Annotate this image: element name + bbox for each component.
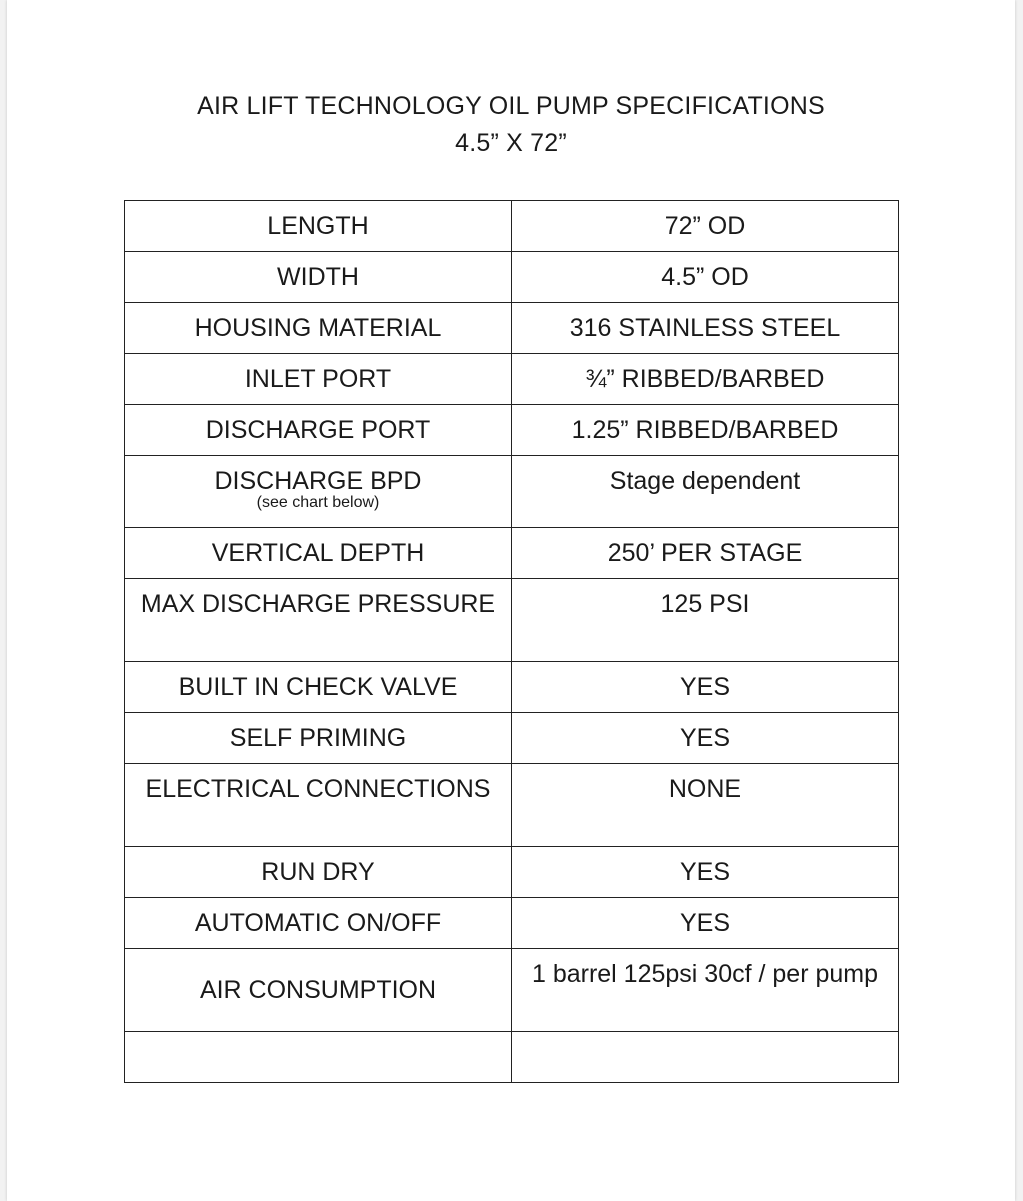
table-row	[125, 579, 899, 662]
table-row	[125, 354, 899, 405]
spec-value: 1.25” RIBBED/BARBED	[512, 405, 899, 456]
spec-label: AUTOMATIC ON/OFF	[125, 898, 512, 949]
spec-label: BUILT IN CHECK VALVE	[125, 662, 512, 713]
spec-value: 316 STAINLESS STEEL	[512, 303, 899, 354]
spec-label: INLET PORT	[125, 354, 512, 405]
spec-note: (see chart below)	[256, 494, 380, 511]
spec-label: ELECTRICAL CONNECTIONS	[125, 764, 512, 847]
title-line-size: 4.5” X 72”	[455, 129, 567, 157]
spec-value	[512, 1032, 899, 1083]
table-row	[125, 662, 899, 713]
spec-label: WIDTH	[125, 252, 512, 303]
table-row	[125, 847, 899, 898]
spec-label: RUN DRY	[125, 847, 512, 898]
spec-label-cell	[125, 456, 512, 528]
spec-value: 72” OD	[512, 201, 899, 252]
table-row	[125, 949, 899, 1032]
spec-value: 125 PSI	[512, 579, 899, 662]
spec-label: LENGTH	[125, 201, 512, 252]
spec-value: YES	[512, 847, 899, 898]
spec-label: DISCHARGE PORT	[125, 405, 512, 456]
spec-value: Stage dependent	[512, 456, 899, 528]
spec-label: AIR CONSUMPTION	[125, 949, 512, 1032]
spec-value: YES	[512, 898, 899, 949]
table-row	[125, 252, 899, 303]
spec-label	[125, 1032, 512, 1083]
document-title	[7, 88, 1015, 162]
table-row	[125, 303, 899, 354]
table-row	[125, 528, 899, 579]
table-row	[125, 405, 899, 456]
table-row-empty	[125, 1032, 899, 1083]
table-row	[125, 713, 899, 764]
table-row	[125, 898, 899, 949]
table-row	[125, 201, 899, 252]
spec-value: YES	[512, 662, 899, 713]
spec-value: ¾” RIBBED/BARBED	[512, 354, 899, 405]
table-row	[125, 456, 899, 528]
specifications-table	[124, 200, 899, 1083]
spec-label: DISCHARGE BPD	[214, 467, 422, 495]
spec-value: NONE	[512, 764, 899, 847]
spec-label: SELF PRIMING	[125, 713, 512, 764]
spec-label: HOUSING MATERIAL	[125, 303, 512, 354]
document-page	[7, 0, 1015, 1201]
spec-label: VERTICAL DEPTH	[125, 528, 512, 579]
spec-value: 1 barrel 125psi 30cf / per pump	[512, 949, 899, 1032]
table-row	[125, 764, 899, 847]
title-line-main: AIR LIFT TECHNOLOGY OIL PUMP SPECIFICATIONS	[197, 92, 825, 120]
spec-value: 250’ PER STAGE	[512, 528, 899, 579]
spec-label: MAX DISCHARGE PRESSURE	[125, 579, 512, 662]
spec-value: YES	[512, 713, 899, 764]
spec-value: 4.5” OD	[512, 252, 899, 303]
